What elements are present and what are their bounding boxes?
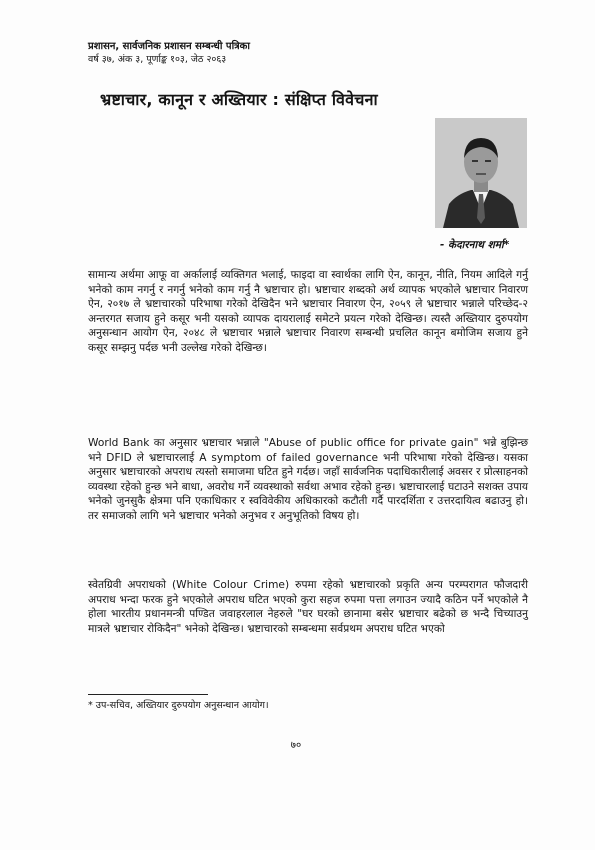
page-number: ७० [290,740,302,751]
author-name: - केदारनाथ शर्मा* [440,239,510,251]
body-paragraph-1: सामान्य अर्थमा आफू वा अर्कालाई व्यक्तिगत भलाई, फाइदा वा स्वार्थका लागि ऐन, कानून, नीति, नियम आदिले गर्नु भनेको काम नगर्नु र नगर्नु भनेको काम गर्नु नै भ्रष्टाचार हो। भ्रष्टाचार शब्दको अर्थ व्यापक भएकोले भ्रष्टाचार निवारण ऐन, २०१७ ले भ्रष्टाचारको परिभाषा गरेको देखिदैन भने भ्रष्टाचार निवारण ऐन, २०५९ ले भ्रष्टाचार भन्नाले परिच्छेद-२ अन्तरगत सजाय हुने कसूर भनी यसको व्यापक दायरालाई समेटने प्रयत्न गरेको देखिन्छ। त्यस्तै अख्तियार दुरुपयोग अनुसन्धान आयोग ऐन, २०४८ ले भ्रष्टाचार भन्नाले भ्रष्टाचार निवारण सम्बन्धी प्रचलित कानून बमोजिम सजाय हुने कसूर सम्झनु पर्दछ भनी उल्लेख गरेको देखिन्छ। [88,269,528,354]
author-portrait-image [435,118,527,228]
body-paragraph-2: World Bank का अनुसार भ्रष्टाचार भन्नाले "Abuse of public office for private gain" भन्ने बुझिन्छ भने DFID ले भ्रष्टाचारलाई A symptom of failed governance भनी परिभाषा गरेको देखिन्छ। यसका अनुसार भ्रष्टाचारको अपराध त्यस्तो समाजमा घटित हुने गर्दछ। जहाँ सार्वजनिक पदाधिकारीलाई अवसर र प्रोत्साहनको व्यवस्था रहेको हुन्छ भने बाधा, अवरोध गर्ने व्यवस्थाको सर्वथा अभाव रहेको हुन्छ। भ्रष्टाचारलाई घटाउने सशक्त उपाय भनेको जुनसुकै क्षेत्रमा पनि एकाधिकार र स्वविवेकीय अधिकारको कटौती गर्दै पारदर्शिता र उत्तरदायित्व बढाउनु हो। तर समाजको लागि भने भ्रष्टाचार भनेको अनुभव र अनुभूतिको विषय हो। [88,437,528,522]
author-photo [435,118,527,228]
footnote-divider [88,694,208,695]
journal-name: प्रशासन, सार्वजनिक प्रशासन सम्बन्धी पत्रिका [88,41,250,52]
body-paragraph-3: स्वेतग्रिवी अपराधको (White Colour Crime) रुपमा रहेको भ्रष्टाचारको प्रकृति अन्य परम्परागत फौजदारी अपराध भन्दा फरक हुने भएकोले अपराध घटित भएको कुरा सहज रुपमा पत्ता लगाउन ज्यादै कठिन पर्ने भएकोले नै होला भारतीय प्रधानमन्त्री पण्डित जवाहरलाल नेहरुले "घर घरको छानामा बसेर भ्रष्टाचार बढेको छ भन्दै चिच्याउनु मात्रले भ्रष्टाचार रोकिदैन" भनेको देखिन्छ। भ्रष्टाचारको सम्बन्धमा सर्वप्रथम अपराध घटित भएको [88,579,528,635]
journal-header [88,40,508,66]
journal-issue-info: वर्ष ३७, अंक ३, पूर्णाङ्क १०३, जेठ २०६३ [88,54,227,65]
footnote: * उप-सचिव, अख्तियार दुरुपयोग अनुसन्धान आयोग। [88,700,269,711]
article-title: भ्रष्टाचार, कानून र अख्तियार : संक्षिप्त विवेचना [100,90,378,109]
